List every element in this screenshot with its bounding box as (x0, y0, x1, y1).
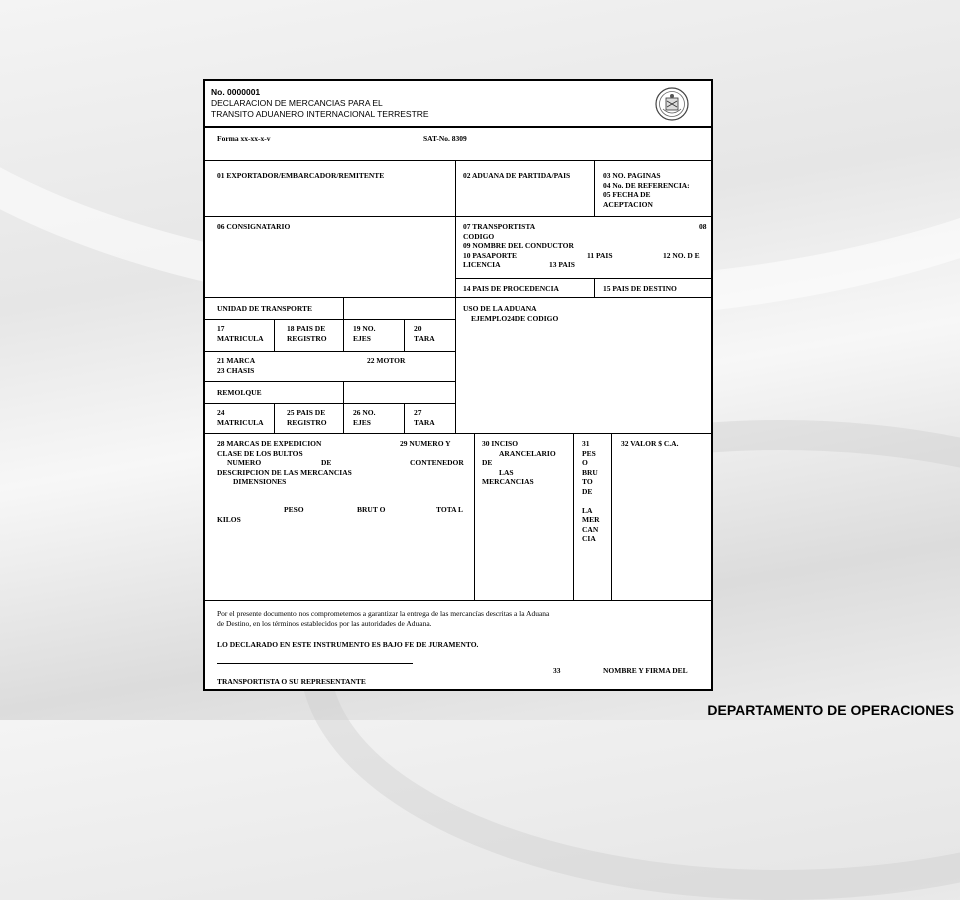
field-07-transportista[interactable]: 07 TRANSPORTISTA (463, 222, 536, 231)
field-09-conductor[interactable]: 09 NOMBRE DEL CONDUCTOR (463, 241, 574, 250)
declaration-line2: de Destino, en los términos establecidos por las autoridades de Aduana. (217, 618, 432, 628)
field-04-no-referencia[interactable]: 04 No. DE REFERENCIA: (603, 180, 690, 190)
declaration-line1: Por el presente documento nos comprometemos a garantizar la entrega de las mercancías descritas a la Aduana (217, 609, 550, 618)
field-13-pais[interactable]: 13 PAIS (549, 260, 575, 269)
field-33-number: 33 (553, 666, 561, 675)
field-31-line: DE (582, 486, 593, 496)
field-29-numero[interactable]: 29 NUMERO Y (400, 439, 451, 448)
form-title-line1: DECLARACION DE MERCANCIAS PARA EL (211, 98, 383, 108)
forma-code: Forma xx-xx-x-v (217, 134, 271, 143)
uso-aduana-codigo[interactable]: EJEMPLO24DE CODIGO (471, 313, 559, 323)
field-05-aceptacion: ACEPTACION (603, 199, 653, 209)
field-31-line: BRU (582, 467, 598, 477)
field-17-matricula[interactable]: MATRICULA (217, 333, 264, 343)
field-28-marcas[interactable]: 28 MARCAS DE EXPEDICION (217, 439, 322, 448)
field-30-inciso[interactable]: 30 INCISO (482, 439, 519, 448)
field-27-tara[interactable]: TARA (414, 417, 435, 427)
bruto-label: BRUT O (357, 505, 386, 514)
field-02-aduana-partida[interactable]: 02 ADUANA DE PARTIDA/PAIS (463, 171, 571, 180)
field-14-pais-procedencia[interactable]: 14 PAIS DE PROCEDENCIA (463, 284, 559, 293)
field-19-ejes[interactable]: EJES (353, 333, 371, 343)
signature-line (217, 663, 413, 664)
field-19-no: 19 NO. (353, 324, 376, 333)
field-18-pais: 18 PAIS DE (287, 324, 326, 333)
field-17-number: 17 (217, 324, 225, 333)
form-title-line2: TRANSITO ADUANERO INTERNACIONAL TERRESTRE (211, 109, 429, 119)
field-24-matricula[interactable]: MATRICULA (217, 417, 264, 427)
field-01-exportador[interactable]: 01 EXPORTADOR/EMBARCADOR/REMITENTE (217, 171, 385, 180)
field-15-pais-destino[interactable]: 15 PAIS DE DESTINO (603, 284, 677, 293)
field-08-codigo[interactable]: CODIGO (463, 231, 495, 241)
transportista-representante: TRANSPORTISTA O SU REPRESENTANTE (217, 677, 366, 686)
peso-label: PESO (284, 505, 304, 514)
field-31-line: PES (582, 448, 596, 458)
field-06-consignatario[interactable]: 06 CONSIGNATARIO (217, 222, 291, 231)
form-header (205, 81, 711, 128)
field-28-descripcion: DESCRIPCION DE LAS MERCANCIAS (217, 467, 352, 477)
field-28-dimensiones: DIMENSIONES (233, 477, 287, 486)
field-33-nombre-firma[interactable]: NOMBRE Y FIRMA DEL (603, 666, 688, 675)
field-31-line: TO (582, 477, 593, 486)
field-30-de: DE (482, 458, 493, 467)
field-30-arancelario: ARANCELARIO (499, 448, 556, 458)
field-03-no-paginas[interactable]: 03 NO. PAGINAS (603, 171, 661, 180)
field-31-line: CAN (582, 524, 599, 534)
kilos-label: KILOS (217, 514, 241, 524)
field-08-number: 08 (699, 222, 707, 231)
field-25-registro[interactable]: REGISTRO (287, 417, 327, 427)
sat-number: SAT-No. 8309 (423, 134, 467, 143)
field-23-chasis[interactable]: 23 CHASIS (217, 365, 255, 375)
field-21-marca[interactable]: 21 MARCA (217, 356, 256, 365)
field-10-pasaporte[interactable]: 10 PASAPORTE (463, 250, 517, 260)
field-31-line: LA (582, 505, 593, 515)
form-number: No. 0000001 (211, 87, 261, 97)
customs-declaration-form (203, 79, 713, 691)
field-31-line[interactable]: 31 (582, 439, 590, 448)
field-30-mercancias: MERCANCIAS (482, 477, 534, 486)
department-title: DEPARTAMENTO DE OPERACIONES (707, 702, 954, 718)
field-28-clase-bultos: CLASE DE LOS BULTOS (217, 448, 303, 458)
declaration-oath: LO DECLARADO EN ESTE INSTRUMENTO ES BAJO FE DE JURAMENTO. (217, 640, 479, 649)
field-22-motor[interactable]: 22 MOTOR (367, 356, 406, 365)
field-05-fecha[interactable]: 05 FECHA DE (603, 190, 651, 199)
field-26-no: 26 NO. (353, 408, 376, 417)
field-31-line: O (582, 458, 588, 467)
field-27-number: 27 (414, 408, 422, 417)
field-24-number: 24 (217, 408, 225, 417)
field-28-numero: NUMERO (227, 458, 262, 467)
field-31-line: MER (582, 515, 600, 524)
field-31-line: CIA (582, 534, 596, 543)
unidad-transporte-label: UNIDAD DE TRANSPORTE (217, 304, 313, 313)
field-28-contenedor: CONTENEDOR (410, 458, 464, 467)
remolque-label: REMOLQUE (217, 388, 262, 397)
field-12-no-licencia[interactable]: 12 NO. D E (663, 250, 700, 260)
field-11-pais[interactable]: 11 PAIS (587, 250, 613, 260)
field-20-number: 20 (414, 324, 422, 333)
field-26-ejes[interactable]: EJES (353, 417, 371, 427)
field-25-pais: 25 PAIS DE (287, 408, 326, 417)
uso-aduana-label: USO DE LA ADUANA (463, 304, 537, 313)
field-20-tara[interactable]: TARA (414, 333, 435, 343)
coat-of-arms-icon (655, 87, 689, 121)
field-12-licencia: LICENCIA (463, 260, 501, 269)
field-28-de: DE (321, 458, 332, 467)
total-label: TOTA L (436, 505, 464, 514)
field-18-registro[interactable]: REGISTRO (287, 333, 327, 343)
field-32-valor[interactable]: 32 VALOR $ C.A. (621, 439, 679, 448)
field-30-las: LAS (499, 467, 514, 477)
